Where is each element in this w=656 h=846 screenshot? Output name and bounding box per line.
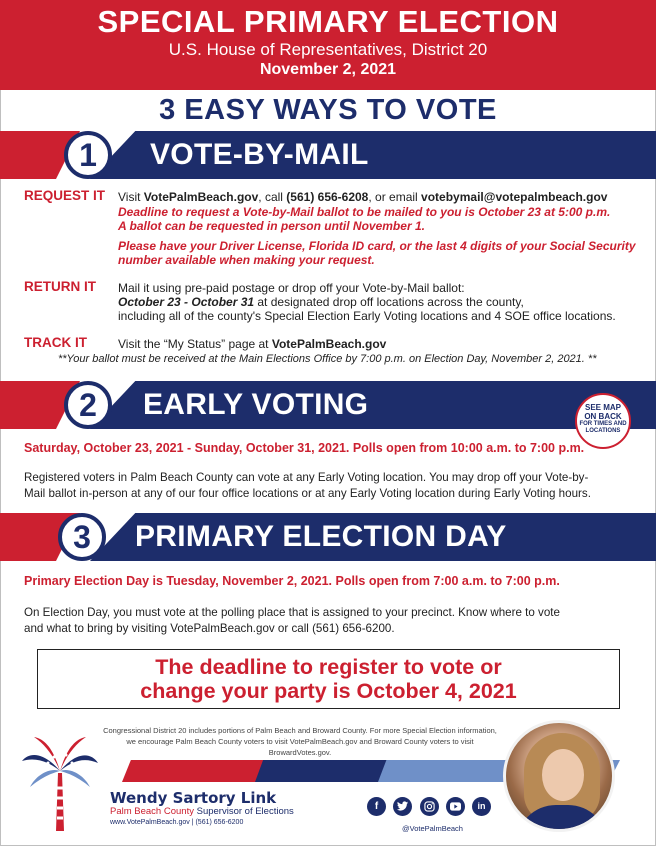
role-county: Palm Beach County [110,806,194,817]
footer-navy-stripe [255,760,390,782]
ways-heading: 3 EASY WAYS TO VOTE [159,94,497,126]
footer-blue-stripe [378,760,518,782]
section-2-title: EARLY VOTING [143,388,369,421]
request-it-text [118,190,638,205]
social-handle: @VotePalmBeach [402,824,463,833]
supervisor-branding [110,790,294,828]
section-number-2: 2 [64,381,112,429]
return-it-label: RETURN IT [24,279,96,294]
registration-deadline-box [37,649,620,709]
request-id-line-2: number available when making your request. [118,253,375,267]
return-line-1: Mail it using pre-paid postage or drop off your Vote-by-Mail ballot: [118,281,465,295]
facebook-icon[interactable]: f [367,797,386,816]
request-id-line-1: Please have your Driver License, Florida ID card, or the last 4 digits of your Social Security [118,239,636,253]
footer-red-stripe [122,760,270,782]
fine-print-line-1: Congressional District 20 includes portions of Palm Beach and Broward County. For more Special Election information, [103,726,497,735]
track-line [118,337,386,352]
supervisor-contact: www.VotePalmBeach.gov | (561) 656-6200 [110,819,244,826]
track-it-label: TRACK IT [24,335,87,350]
request-deadline-line-2: A ballot can be requested in person until November 1. [118,219,425,233]
youtube-icon[interactable] [446,797,465,816]
linkedin-icon[interactable]: in [472,797,491,816]
request-site-link[interactable]: VotePalmBeach.gov [143,190,259,204]
track-site-link[interactable]: VotePalmBeach.gov [271,337,387,351]
twitter-icon[interactable] [393,797,412,816]
deadline-line-1: The deadline to register to vote or [155,655,502,679]
fine-print-line-2: we encourage Palm Beach County voters to visit VotePalmBeach.gov and Broward County voters to visit BrowardVotes.gov. [126,737,474,757]
track-text: Visit the “My Status” page at [118,337,272,351]
palm-tree-logo [20,733,98,833]
supervisor-role [110,806,294,818]
section-3-banner [0,513,656,561]
section-3-title: PRIMARY ELECTION DAY [135,520,507,553]
section-1-title: VOTE-BY-MAIL [150,138,369,171]
request-text-1: Visit [118,190,144,204]
section-number-3: 3 [58,513,106,561]
track-note: **Your ballot must be received at the Main Elections Office by 7:00 p.m. on Election Day, November 2, 2021. ** [58,353,597,365]
deadline-line-2: change your party is October 4, 2021 [140,679,517,703]
early-voting-para-2: Mail ballot in-person at any of our four office locations or at any Early Voting location during Early Voting hours. [24,487,591,500]
request-phone: (561) 656-6208 [286,190,369,204]
see-map-line-2: ON BACK [584,412,622,421]
election-day-para-1: On Election Day, you must vote at the polling place that is assigned to your precinct. Know where to vote [24,606,560,619]
see-map-line-4: LOCATIONS [585,428,621,434]
photo-face [542,749,584,801]
supervisor-name: Wendy Sartory Link [110,789,277,807]
election-date: November 2, 2021 [259,61,397,78]
return-dates: October 23 - October 31 [118,295,255,309]
request-text-3: , or email [368,190,422,204]
role-title: Supervisor of Elections [193,806,294,817]
early-voting-dates: Saturday, October 23, 2021 - Sunday, October 31, 2021. Polls open from 10:00 a.m. to 7:00 p.m. [24,441,585,455]
instagram-icon[interactable] [420,797,439,816]
header-banner [0,0,656,90]
section-2-banner [0,381,656,429]
supervisor-photo [503,720,615,832]
early-voting-para-1: Registered voters in Palm Beach County can vote at any Early Voting location. You may drop off your Vote-by- [24,471,589,484]
request-email-link[interactable]: votebymail@votepalmbeach.gov [421,190,608,204]
return-line-2 [118,295,524,310]
election-day-date: Primary Election Day is Tuesday, November 2, 2021. Polls open from 7:00 a.m. to 7:00 p.m. [24,574,560,588]
request-deadline-line-1: Deadline to request a Vote-by-Mail ballot to be mailed to you is October 23 at 5:00 p.m. [118,205,611,219]
footer-fine-print [100,725,500,758]
return-line-2-text: at designated drop off locations across the county, [254,295,524,309]
return-line-3: including all of the county's Special Election Early Voting locations and 4 SOE office locations. [118,309,616,323]
election-day-para-2: and what to bring by visiting VotePalmBeach.gov or call (561) 656-6200. [24,622,395,635]
page-title: SPECIAL PRIMARY ELECTION [97,4,559,39]
section-number-1: 1 [64,131,112,179]
see-map-line-1: SEE MAP [584,403,621,412]
see-map-line-3: FOR TIMES AND [579,421,627,427]
request-it-label: REQUEST IT [24,188,106,203]
page-subtitle: U.S. House of Representatives, District 20 [168,40,488,59]
section-1-banner [0,131,656,179]
request-text-2: , call [258,190,287,204]
